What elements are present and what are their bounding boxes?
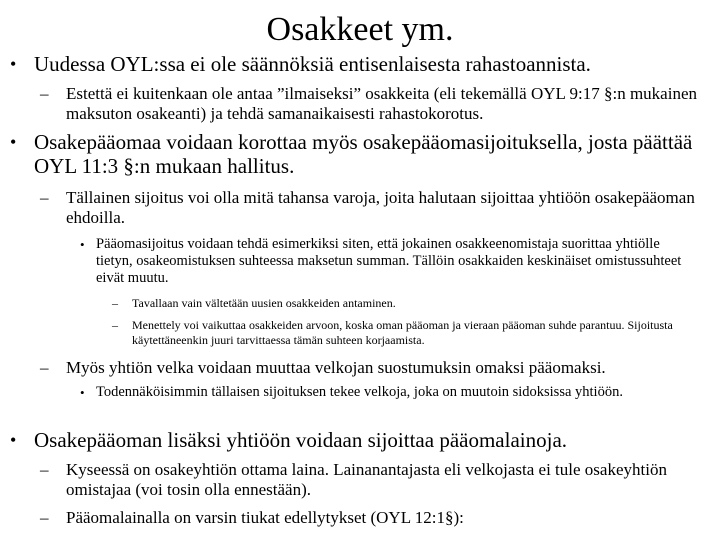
- bullet-text: Pääomasijoitus voidaan tehdä esimerkiksi siten, että jokainen osakkeenomistaja suorittaa yhtiölle tietyn, osakeomistuksen suhteessa maksetun summan. Tällöin osakkaiden keskinäiset omistussuhteet eivät muutu.: [96, 236, 682, 286]
- bullet-marker: •: [80, 237, 85, 252]
- sub-sub-bullet-item: [80, 236, 696, 287]
- level4-bullet-item: [112, 318, 720, 347]
- bullet-text: Uudessa OYL:ssa ei ole säännöksiä entisenlaisesta rahastoannista.: [34, 52, 591, 76]
- bullet-marker: •: [10, 54, 17, 74]
- bullet-marker: •: [10, 132, 17, 152]
- level4-bullet-item: [112, 296, 720, 311]
- bullet-item: [10, 130, 720, 178]
- bullet-marker: –: [40, 188, 49, 207]
- bullet-text: Tavallaan vain vältetään uusien osakkeiden antaminen.: [132, 296, 396, 310]
- bullet-text: Osakepääoman lisäksi yhtiöön voidaan sijoittaa pääomalainoja.: [34, 428, 568, 452]
- bullet-text: Pääomalainalla on varsin tiukat edellytykset (OYL 12:1§):: [66, 508, 464, 527]
- bullet-marker: –: [40, 358, 49, 377]
- bullet-text: Menettely voi vaikuttaa osakkeiden arvoon, koska oman pääoman ja vieraan pääoman suhde parantuu. Sijoitusta käytettäneenkin juuri tarvittaessa tämän suhteen korjaamista.: [132, 318, 673, 347]
- bullet-marker: •: [80, 385, 85, 400]
- bullet-marker: –: [40, 460, 49, 479]
- sub-bullet-item: [40, 460, 706, 500]
- slide-title: Osakkeet ym.: [266, 11, 454, 48]
- bullet-marker: –: [112, 296, 118, 310]
- bullet-text: Myös yhtiön velka voidaan muuttaa velkojan suostumuksin omaksi pääomaksi.: [66, 358, 606, 377]
- sub-bullet-item: [40, 84, 720, 124]
- bullet-marker: •: [10, 430, 17, 450]
- bullet-text: Todennäköisimmin tällaisen sijoituksen tekee velkoja, joka on muutoin sidoksissa yhtiöön.: [96, 384, 623, 400]
- bullet-text: Tällainen sijoitus voi olla mitä tahansa varoja, joita halutaan sijoittaa yhtiöön osakepääoman ehdoilla.: [66, 188, 695, 227]
- bullet-marker: –: [40, 508, 49, 527]
- bullet-marker: –: [112, 318, 118, 332]
- sub-bullet-item: [40, 188, 706, 228]
- bullet-text: Osakepääomaa voidaan korottaa myös osakepääomasijoituksella, josta päättää OYL 11:3 §:n mukaan hallitus.: [34, 130, 693, 178]
- bullet-marker: –: [40, 84, 49, 103]
- bullet-item: [10, 52, 720, 76]
- bullet-text: Estettä ei kuitenkaan ole antaa ”ilmaiseksi” osakkeita (eli tekemällä OYL 9:17 §:n mukainen maksuton osakeanti) ja tehdä samanaikaisesti rahastokorotus.: [66, 84, 697, 123]
- bullet-item: [10, 428, 720, 452]
- bullet-text: Kyseessä on osakeyhtiön ottama laina. Lainanantajasta eli velkojasta ei tule osakeyhtiön omistajaa (voi tosin olla ennestään).: [66, 460, 667, 499]
- sub-bullet-item: [40, 358, 720, 378]
- sub-bullet-item: [40, 508, 720, 528]
- sub-sub-bullet-item: [80, 384, 676, 401]
